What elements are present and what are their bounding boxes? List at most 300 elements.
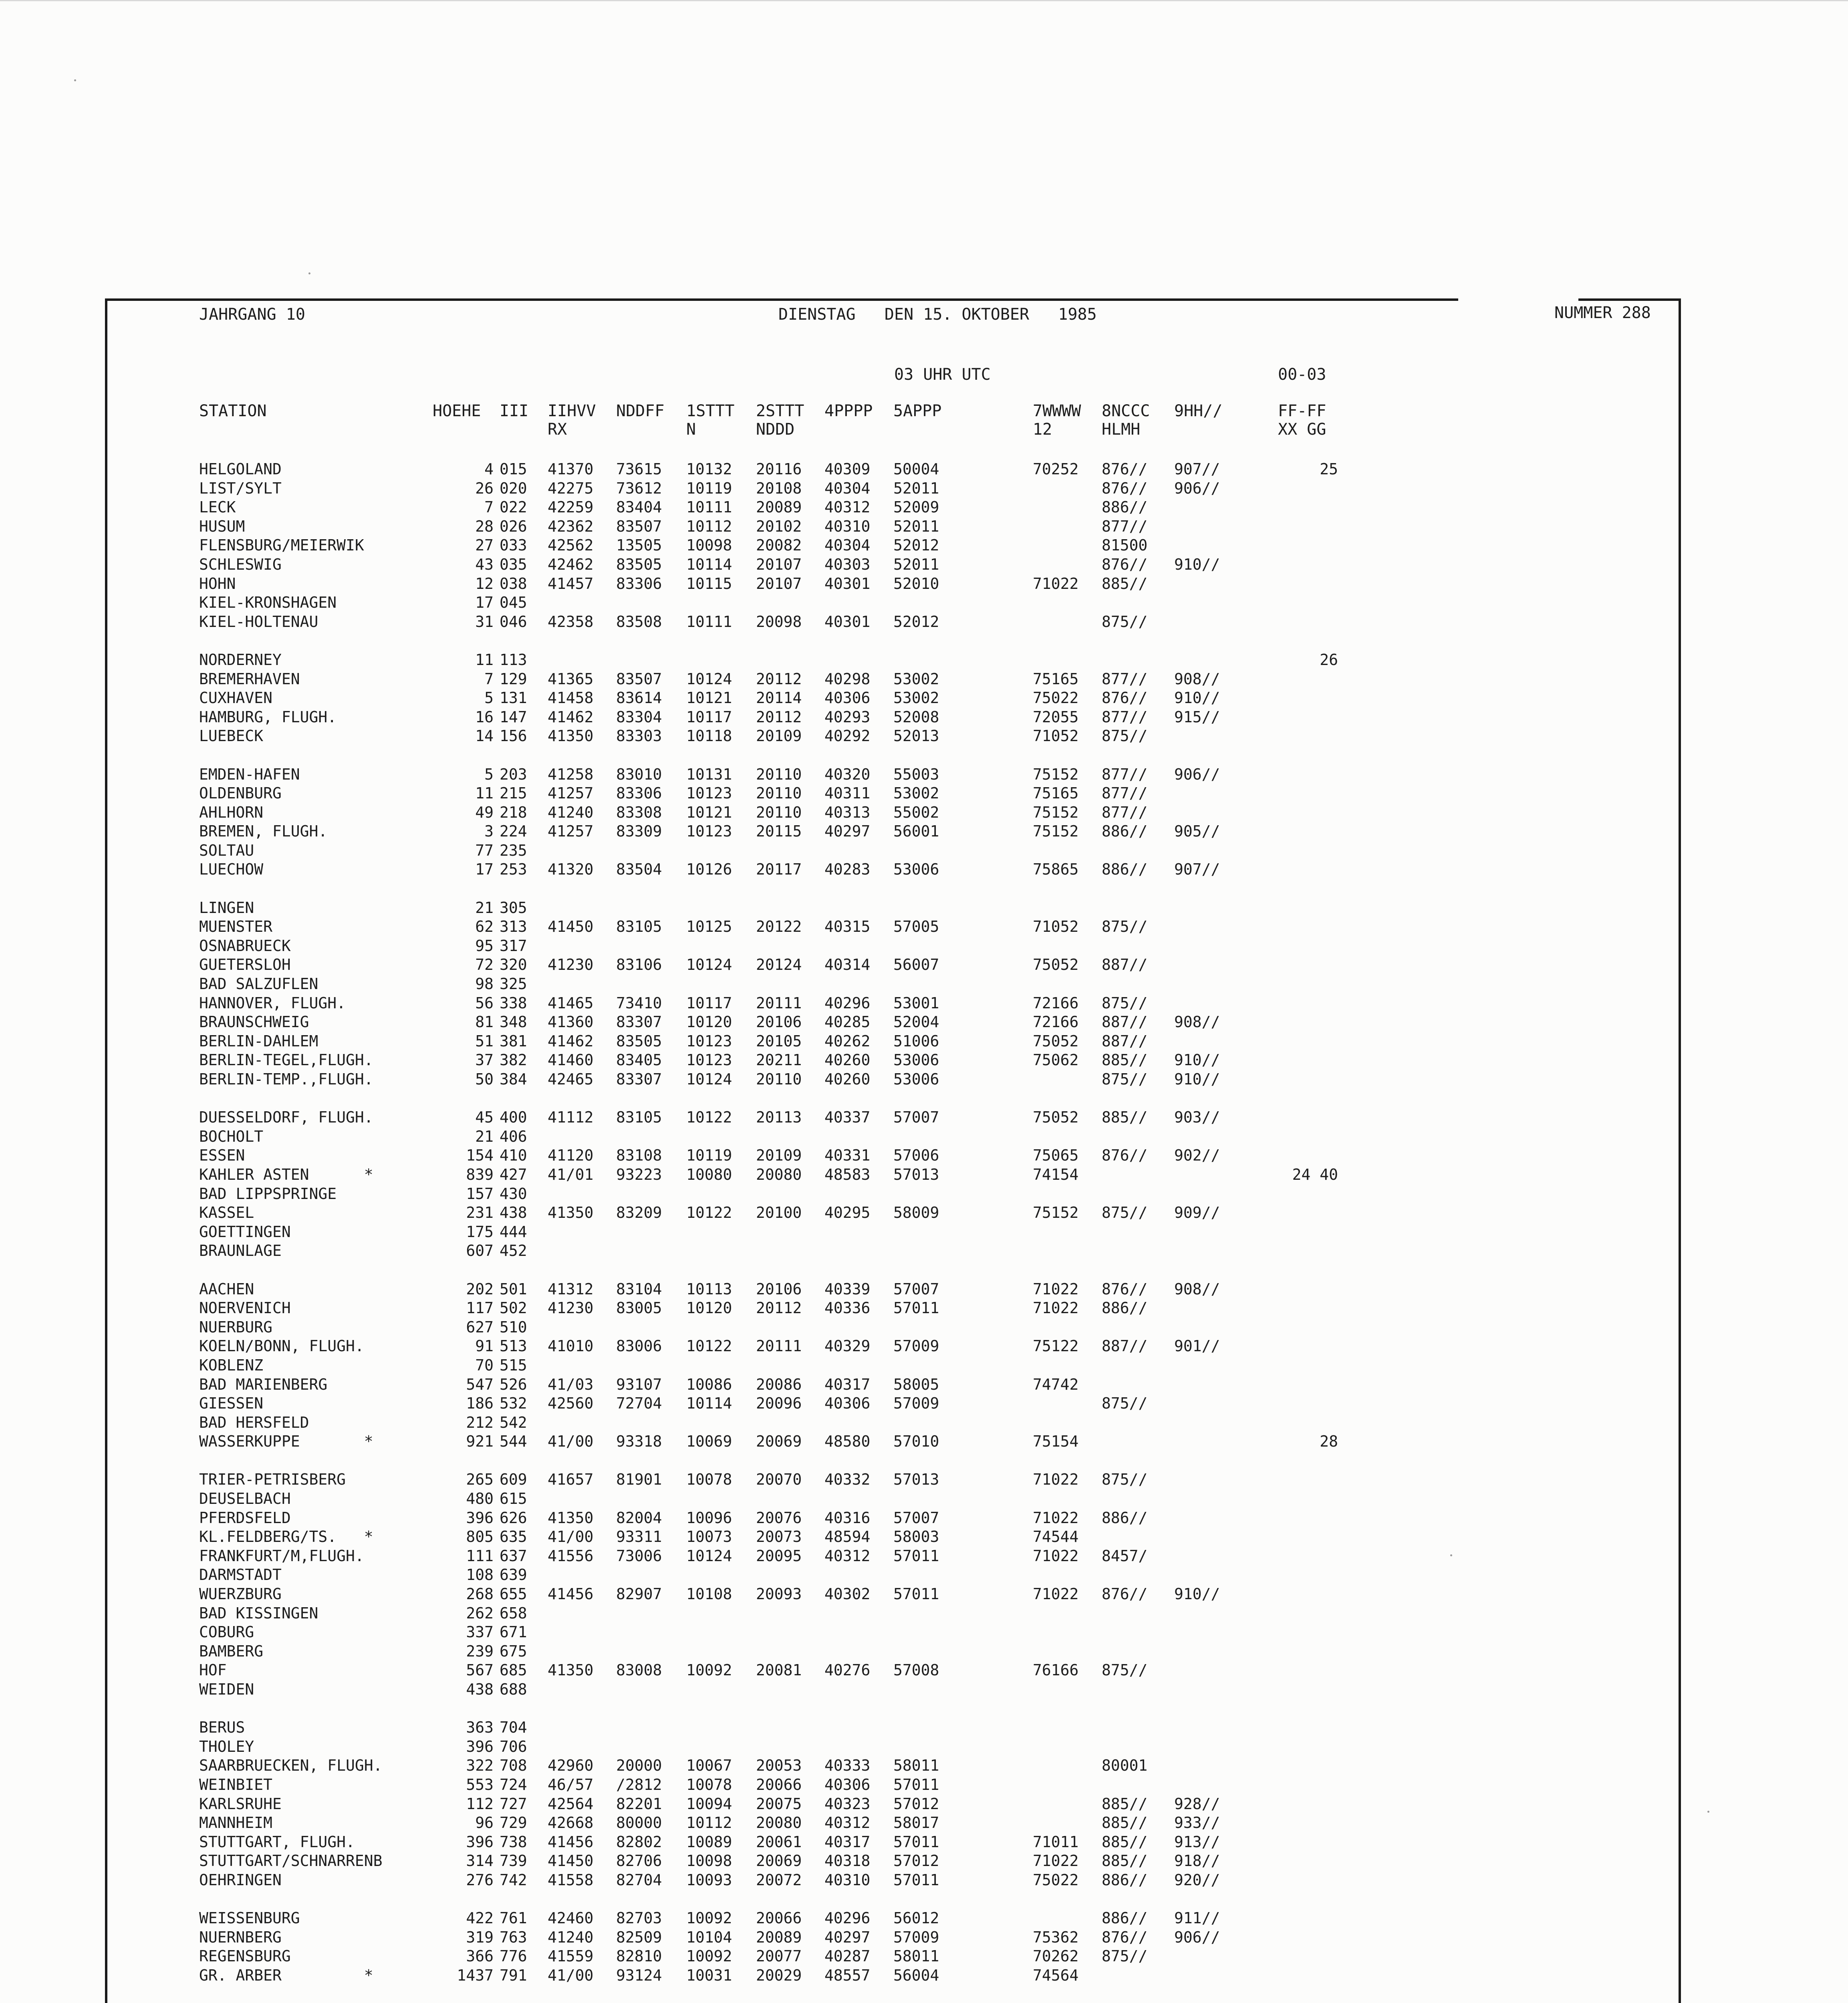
cell-wwww xyxy=(1033,479,1078,498)
cell-nddff: 83307 xyxy=(616,1013,662,1031)
cell-stttn: 10119 xyxy=(686,1147,732,1165)
cell-nddff: 83005 xyxy=(616,1299,662,1317)
cell-sappp: 57012 xyxy=(893,1795,939,1813)
cell-sappp xyxy=(893,1623,939,1642)
cell-pppp xyxy=(824,1642,870,1661)
cell-stttd: 20114 xyxy=(756,689,802,707)
cell-hh: 909// xyxy=(1174,1204,1220,1222)
cell-hoehe: 91 xyxy=(475,1337,494,1355)
cell-iihvv xyxy=(548,1642,593,1661)
cell-sappp: 51006 xyxy=(893,1032,939,1050)
cell-hh xyxy=(1174,498,1220,517)
cell-sappp: 52004 xyxy=(893,1013,939,1031)
cell-iii: 791 xyxy=(500,1966,527,1984)
cell-ncccc: 886// xyxy=(1102,1909,1148,1927)
cell-pppp: 40317 xyxy=(824,1833,871,1851)
cell-ncccc xyxy=(1102,1775,1147,1795)
cell-ff xyxy=(1262,994,1338,1013)
cell-station: SAARBRUECKEN, FLUGH. xyxy=(199,1757,383,1775)
cell-wwww xyxy=(1033,1356,1078,1375)
cell-ff xyxy=(1262,975,1338,994)
cell-pppp xyxy=(824,1604,870,1623)
cell-iii: 706 xyxy=(500,1737,527,1755)
cell-wwww: 71022 xyxy=(1033,1509,1079,1527)
cell-hoehe: 553 xyxy=(466,1775,494,1793)
cell-hh xyxy=(1174,1356,1220,1375)
cell-sappp: 57011 xyxy=(893,1299,939,1317)
col-header-5appp: 5APPP xyxy=(893,402,942,420)
cell-wwww: 71022 xyxy=(1033,1585,1079,1603)
cell-hoehe: 322 xyxy=(466,1757,494,1775)
cell-nddff: 20000 xyxy=(616,1757,662,1775)
cell-wwww: 75152 xyxy=(1033,803,1079,821)
cell-hoehe: 805 xyxy=(466,1528,494,1546)
cell-pppp: 48557 xyxy=(824,1966,871,1984)
cell-stttd xyxy=(756,1356,802,1375)
cell-hoehe: 396 xyxy=(466,1737,494,1755)
cell-hoehe: 239 xyxy=(466,1642,494,1660)
cell-hh xyxy=(1174,593,1220,613)
cell-hoehe: 7 xyxy=(484,498,494,516)
cell-iii: 022 xyxy=(500,498,527,516)
cell-nddff: 82810 xyxy=(616,1947,662,1965)
cell-iii: 026 xyxy=(500,517,527,535)
cell-pppp xyxy=(824,1890,870,1909)
cell-ncccc: 887// xyxy=(1102,956,1148,974)
cell-iii xyxy=(500,1451,527,1471)
cell-iii: 046 xyxy=(500,613,527,631)
cell-stttn xyxy=(686,1356,732,1375)
cell-hoehe: 111 xyxy=(466,1547,494,1565)
cell-iihvv: 41350 xyxy=(548,1661,594,1679)
cell-nddff xyxy=(616,1566,662,1585)
cell-wwww xyxy=(1033,1489,1078,1509)
cell-nddff xyxy=(616,593,662,613)
cell-ff xyxy=(1262,1375,1338,1394)
col-header-8nccc: 8NCCC HLMH xyxy=(1102,402,1150,439)
cell-iii: 738 xyxy=(500,1833,527,1851)
9hh-column xyxy=(1174,460,1220,2003)
cell-station: GOETTINGEN xyxy=(199,1223,291,1241)
cell-nddff xyxy=(616,1642,662,1661)
cell-hh xyxy=(1174,1127,1220,1147)
cell-pppp xyxy=(824,1699,870,1719)
cell-wwww xyxy=(1033,899,1078,918)
cell-hoehe: 265 xyxy=(466,1471,494,1489)
cell-stttd: 20111 xyxy=(756,994,802,1012)
cell-iii: 113 xyxy=(500,651,527,669)
cell-hh: 913// xyxy=(1174,1833,1220,1851)
cell-pppp xyxy=(824,651,870,670)
cell-iii: 635 xyxy=(500,1528,527,1546)
cell-iihvv: 41350 xyxy=(548,1509,594,1527)
cell-iihvv: 41/00 xyxy=(548,1433,594,1451)
cell-stttd xyxy=(756,937,802,956)
cell-wwww: 75062 xyxy=(1033,1051,1079,1069)
cell-nddff: 93124 xyxy=(616,1966,662,1984)
cell-station: WEINBIET xyxy=(199,1775,273,1793)
cell-ncccc xyxy=(1102,1261,1147,1280)
cell-hh xyxy=(1174,1261,1220,1280)
cell-wwww: 75152 xyxy=(1033,822,1079,840)
cell-hh: 907// xyxy=(1174,860,1220,879)
cell-nddff xyxy=(616,651,662,670)
cell-pppp: 40337 xyxy=(824,1108,871,1126)
cell-ff xyxy=(1262,1241,1338,1261)
cell-stttd xyxy=(756,899,802,918)
cell-iihvv xyxy=(548,1489,593,1509)
cell-hoehe: 17 xyxy=(475,594,494,612)
cell-station: BAD SALZUFLEN xyxy=(199,975,318,993)
cell-sappp xyxy=(893,1890,939,1909)
cell-ncccc xyxy=(1102,1089,1147,1108)
cell-nddff: 82201 xyxy=(616,1795,662,1813)
cell-stttn: 10098 xyxy=(686,536,732,554)
cell-hh xyxy=(1174,1566,1220,1585)
cell-stttn xyxy=(686,1127,732,1147)
cell-hoehe: 7 xyxy=(484,670,494,688)
cell-stttd: 20100 xyxy=(756,1204,802,1222)
cell-nddff: 83505 xyxy=(616,555,662,573)
cell-ff: 25 xyxy=(1320,460,1338,478)
cell-wwww: 75154 xyxy=(1033,1433,1079,1451)
cell-wwww: 75022 xyxy=(1033,1871,1079,1889)
cell-hoehe: 154 xyxy=(466,1147,494,1165)
cell-sappp xyxy=(893,651,939,670)
cell-stttd: 20069 xyxy=(756,1433,802,1451)
cell-nddff xyxy=(616,1451,662,1471)
cell-iihvv: 41010 xyxy=(548,1337,594,1355)
cell-nddff: 13505 xyxy=(616,536,662,554)
cell-ncccc: 886// xyxy=(1102,1509,1148,1527)
cell-nddff xyxy=(616,1890,662,1909)
cell-ff xyxy=(1262,1775,1338,1795)
cell-hoehe: 72 xyxy=(475,956,494,974)
cell-pppp: 40336 xyxy=(824,1299,871,1317)
cell-stttn xyxy=(686,1699,732,1719)
cell-iihvv: 42564 xyxy=(548,1795,594,1813)
cell-stttn: 10124 xyxy=(686,956,732,974)
cell-iihvv xyxy=(548,1604,593,1623)
cell-nddff: 83303 xyxy=(616,727,662,745)
iihvv-column xyxy=(548,460,593,2003)
cell-station: AACHEN xyxy=(199,1280,254,1298)
col-header-hoehe: HOEHE xyxy=(433,402,481,420)
cell-sappp: 57007 xyxy=(893,1280,939,1298)
cell-iii: 156 xyxy=(500,727,527,745)
cell-iihvv xyxy=(548,1318,593,1337)
cell-hoehe: 31 xyxy=(475,613,494,631)
cell-iihvv xyxy=(548,1718,593,1737)
cell-nddff xyxy=(616,841,662,860)
cell-pppp xyxy=(824,1451,870,1471)
cell-iii xyxy=(500,631,527,651)
cell-hoehe: 98 xyxy=(475,975,494,993)
cell-hoehe: 5 xyxy=(484,689,494,707)
cell-stttd: 20075 xyxy=(756,1795,802,1813)
cell-stttd: 20112 xyxy=(756,1299,802,1317)
cell-stttn: 10073 xyxy=(686,1528,732,1546)
cell-stttd xyxy=(756,1985,802,2003)
cell-iihvv xyxy=(548,879,593,899)
cell-wwww xyxy=(1033,1909,1078,1928)
cell-pppp: 48594 xyxy=(824,1528,871,1546)
cell-hoehe: 4 xyxy=(484,460,494,478)
cell-ncccc xyxy=(1102,651,1147,670)
cell-station: KASSEL xyxy=(199,1204,254,1222)
cell-sappp: 57011 xyxy=(893,1775,939,1793)
cell-iihvv: 41/00 xyxy=(548,1528,594,1546)
cell-hh xyxy=(1174,1547,1220,1566)
cell-iihvv: 41462 xyxy=(548,708,594,726)
cell-ncccc xyxy=(1102,1241,1147,1261)
cell-iihvv xyxy=(548,1680,593,1699)
cell-ncccc xyxy=(1102,1985,1147,2003)
cell-station: HOHN xyxy=(199,574,236,592)
cell-iihvv: 41450 xyxy=(548,1852,594,1870)
cell-stttd xyxy=(756,841,802,860)
cell-stttn: 10119 xyxy=(686,479,732,497)
cell-station: EMDEN-HAFEN xyxy=(199,765,300,783)
cell-hoehe: 56 xyxy=(475,994,494,1012)
cell-iihvv: 41360 xyxy=(548,1013,594,1031)
col-header-ff: FF-FF XX GG xyxy=(1278,402,1326,439)
cell-station: CUXHAVEN xyxy=(199,689,273,707)
cell-sappp: 57013 xyxy=(893,1165,939,1183)
cell-hh xyxy=(1174,1413,1220,1433)
cell-iihvv: 41458 xyxy=(548,689,594,707)
cell-pppp: 40260 xyxy=(824,1070,871,1088)
cell-iihvv: 41462 xyxy=(548,1032,594,1050)
cell-wwww xyxy=(1033,631,1078,651)
paper-speck xyxy=(74,79,76,81)
cell-station xyxy=(199,1890,383,1909)
cell-nddff xyxy=(616,1985,662,2003)
cell-pppp: 40318 xyxy=(824,1852,871,1870)
cell-hh xyxy=(1174,955,1220,975)
cell-iii: 382 xyxy=(500,1051,527,1069)
col-header-4pppp: 4PPPP xyxy=(824,402,873,420)
issue-number: NUMMER 288 xyxy=(1554,304,1651,322)
cell-iii: 033 xyxy=(500,536,527,554)
cell-pppp xyxy=(824,1680,870,1699)
cell-nddff xyxy=(616,1623,662,1642)
cell-nddff: 72704 xyxy=(616,1394,662,1413)
cell-hh xyxy=(1174,1318,1220,1337)
cell-station: GUETERSLOH xyxy=(199,956,291,974)
col-header-1sttt: 1STTT N xyxy=(686,402,735,439)
cell-ff xyxy=(1262,1814,1338,1833)
cell-stttn xyxy=(686,1623,732,1642)
cell-ncccc: 887// xyxy=(1102,1337,1148,1355)
cell-iihvv: 41559 xyxy=(548,1947,594,1965)
cell-nddff: 83504 xyxy=(616,860,662,879)
cell-ff xyxy=(1262,1718,1338,1737)
cell-sappp: 52010 xyxy=(893,574,939,592)
cell-iii: 510 xyxy=(500,1318,527,1336)
cell-pppp xyxy=(824,746,870,765)
cell-pppp: 40304 xyxy=(824,479,871,497)
cell-iii: 325 xyxy=(500,975,527,993)
cell-hh: 908// xyxy=(1174,670,1220,688)
cell-ff xyxy=(1262,1680,1338,1699)
cell-stttn: 10092 xyxy=(686,1947,732,1965)
cell-pppp xyxy=(824,1718,870,1737)
cell-hoehe: 480 xyxy=(466,1490,494,1508)
cell-hh: 910// xyxy=(1174,689,1220,707)
cell-pppp xyxy=(824,1089,870,1108)
cell-stttn xyxy=(686,1890,732,1909)
cell-iihvv: 41370 xyxy=(548,460,594,478)
cell-pppp xyxy=(824,1223,870,1242)
cell-wwww xyxy=(1033,1241,1078,1261)
cell-iii: 675 xyxy=(500,1642,527,1660)
cell-sappp: 53002 xyxy=(893,689,939,707)
cell-station: NUERNBERG xyxy=(199,1928,282,1946)
cell-ncccc: 876// xyxy=(1102,479,1148,497)
cell-stttd: 20107 xyxy=(756,574,802,592)
cell-hh xyxy=(1174,574,1220,594)
cell-stttn: 10092 xyxy=(686,1909,732,1927)
cell-stttd: 20080 xyxy=(756,1814,802,1832)
cell-nddff: 83105 xyxy=(616,918,662,936)
cell-sappp xyxy=(893,899,939,918)
cell-sappp: 52011 xyxy=(893,479,939,497)
cell-stttn: 10121 xyxy=(686,803,732,821)
cell-wwww xyxy=(1033,517,1078,536)
cell-hh: 928// xyxy=(1174,1795,1220,1813)
cell-hoehe: 1437 xyxy=(457,1966,494,1984)
cell-ncccc: 876// xyxy=(1102,1928,1148,1946)
cell-station: OEHRINGEN xyxy=(199,1871,282,1889)
cell-iihvv: 41120 xyxy=(548,1147,594,1165)
cell-stttd: 20106 xyxy=(756,1280,802,1298)
cell-hh xyxy=(1174,879,1220,899)
cell-sappp: 52009 xyxy=(893,498,939,516)
cell-station: BRAUNLAGE xyxy=(199,1242,282,1260)
cell-sappp: 50004 xyxy=(893,460,939,478)
cell-hh: 901// xyxy=(1174,1337,1220,1355)
cell-pppp: 40287 xyxy=(824,1947,871,1965)
cell-station xyxy=(199,1089,383,1108)
cell-hoehe: 16 xyxy=(475,708,494,726)
col-header-iihvv: IIHVV RX xyxy=(548,402,596,439)
cell-iihvv xyxy=(548,1223,593,1242)
cell-ncccc xyxy=(1102,1699,1147,1719)
cell-nddff: 82706 xyxy=(616,1852,662,1870)
cell-ff xyxy=(1262,1852,1338,1871)
cell-stttn: 10094 xyxy=(686,1795,732,1813)
cell-iii: 776 xyxy=(500,1947,527,1965)
cell-stttn: 10125 xyxy=(686,918,732,936)
cell-pppp: 40332 xyxy=(824,1471,871,1489)
cell-hoehe: 276 xyxy=(466,1871,494,1889)
cell-ff xyxy=(1262,1737,1338,1757)
cell-hh xyxy=(1174,1089,1220,1108)
cell-hoehe: 268 xyxy=(466,1585,494,1603)
cell-ncccc: 876// xyxy=(1102,1147,1148,1165)
cell-ff xyxy=(1262,1127,1338,1147)
cell-ncccc xyxy=(1102,1185,1147,1204)
cell-ff xyxy=(1262,860,1338,879)
cell-hoehe: 366 xyxy=(466,1947,494,1965)
cell-hh xyxy=(1174,1737,1220,1757)
cell-iii: 427 xyxy=(500,1165,527,1183)
cell-pppp xyxy=(824,937,870,956)
cell-stttd: 20124 xyxy=(756,956,802,974)
cell-iii: 501 xyxy=(500,1280,527,1298)
col-header-7wwww: 7WWWW 12 xyxy=(1033,402,1081,439)
cell-ncccc: 875// xyxy=(1102,1070,1148,1088)
cell-wwww: 75152 xyxy=(1033,765,1079,783)
cell-hoehe: 27 xyxy=(475,536,494,554)
cell-iihvv: 41258 xyxy=(548,765,594,783)
cell-pppp: 40301 xyxy=(824,613,871,631)
cell-iii xyxy=(500,1985,527,2003)
cell-pppp: 40306 xyxy=(824,1394,871,1413)
cell-ncccc: 887// xyxy=(1102,1032,1148,1050)
cell-hh xyxy=(1174,613,1220,632)
cell-station xyxy=(199,1261,383,1280)
cell-iihvv: 41230 xyxy=(548,1299,594,1317)
cell-pppp: 40283 xyxy=(824,860,871,879)
cell-sappp xyxy=(893,841,939,860)
cell-hoehe: 319 xyxy=(466,1928,494,1946)
cell-stttd: 20093 xyxy=(756,1585,802,1603)
cell-ff: 28 xyxy=(1320,1433,1338,1451)
cell-pppp: 40292 xyxy=(824,727,871,745)
cell-hh xyxy=(1174,1680,1220,1699)
cell-stttn xyxy=(686,1718,732,1737)
cell-iii: 438 xyxy=(500,1204,527,1222)
cell-iii: 532 xyxy=(500,1394,527,1413)
cell-ff xyxy=(1262,1928,1338,1947)
cell-nddff: 93107 xyxy=(616,1375,662,1393)
cell-sappp: 52013 xyxy=(893,727,939,745)
cell-stttn: 10122 xyxy=(686,1108,732,1126)
cell-pppp: 40301 xyxy=(824,574,871,592)
cell-station: KOBLENZ xyxy=(199,1356,264,1374)
cell-station: LINGEN xyxy=(199,899,254,917)
cell-wwww xyxy=(1033,1223,1078,1242)
cell-nddff xyxy=(616,1737,662,1757)
cell-nddff: 83209 xyxy=(616,1204,662,1222)
cell-sappp: 58003 xyxy=(893,1528,939,1546)
cell-pppp xyxy=(824,1985,870,2003)
cell-stttd: 20029 xyxy=(756,1966,802,1984)
cell-iii: 215 xyxy=(500,784,527,802)
cell-hh xyxy=(1174,994,1220,1013)
cell-ncccc: 886// xyxy=(1102,860,1148,879)
cell-stttn xyxy=(686,1318,732,1337)
cell-sappp: 58017 xyxy=(893,1814,939,1832)
cell-hh xyxy=(1174,1185,1220,1204)
station-column xyxy=(199,460,383,2003)
cell-hoehe: 14 xyxy=(475,727,494,745)
cell-ncccc: 885// xyxy=(1102,1795,1148,1813)
cell-nddff xyxy=(616,1261,662,1280)
cell-wwww: 74544 xyxy=(1033,1528,1079,1546)
cell-wwww xyxy=(1033,879,1078,899)
cell-sappp: 57012 xyxy=(893,1852,939,1870)
cell-iii: 502 xyxy=(500,1299,527,1317)
cell-iihvv xyxy=(548,746,593,765)
cell-ncccc: 876// xyxy=(1102,1585,1148,1603)
cell-stttd: 20105 xyxy=(756,1032,802,1050)
cell-hh xyxy=(1174,1165,1220,1185)
cell-station: FLENSBURG/MEIERWIK xyxy=(199,536,364,554)
cell-station: KOELN/BONN, FLUGH. xyxy=(199,1337,364,1355)
